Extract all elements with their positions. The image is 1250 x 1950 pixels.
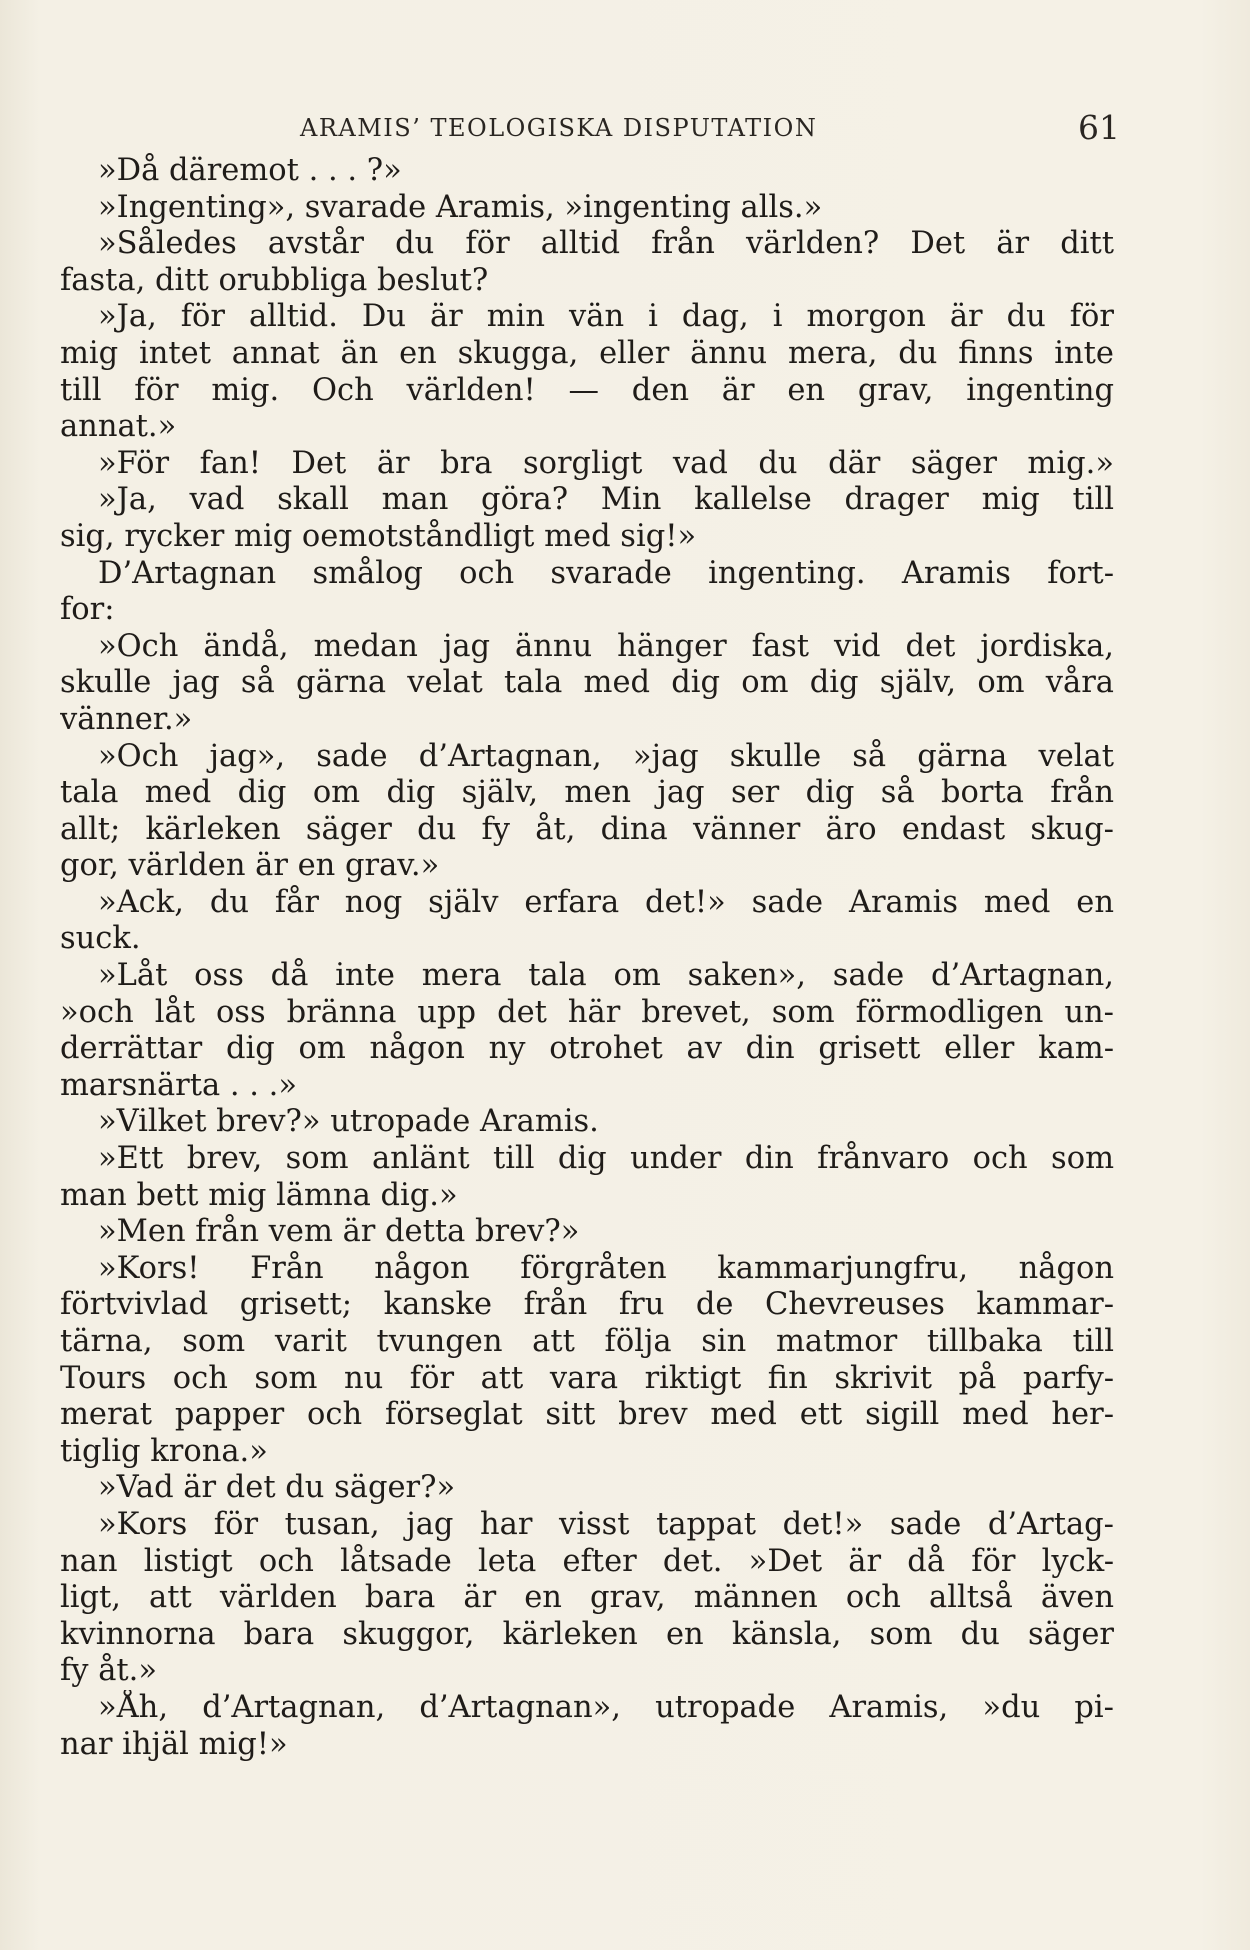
text-line: »Då däremot . . . ?» [98,153,402,188]
body-text [60,153,1114,1763]
text-line: tärna, som varit tvungen att följa sin matmor tillbaka till [60,1324,1114,1359]
text-line: skulle jag så gärna velat tala med dig om dig själv, om våra [60,665,1114,701]
text-line: derrättar dig om någon ny otrohet av din grisett eller kam- [60,1031,1114,1067]
page-number: 61 [1078,108,1120,147]
text-line: »Och jag», sade d’Artagnan, »jag skulle så gärna velat [98,738,1114,774]
text-line: till för mig. Och världen! — den är en grav, ingenting [60,372,1114,408]
text-line: mig intet annat än en skugga, eller ännu mera, du finns inte [60,335,1114,371]
text-line: man bett mig lämna dig.» [60,1177,458,1213]
text-line: »Ja, för alltid. Du är min vän i dag, i morgon är du för [98,299,1114,335]
text-line: »Kors för tusan, jag har visst tappat det!» sade d’Artag- [98,1506,1114,1542]
text-line: kvinnorna bara skuggor, kärleken en känsla, som du säger [60,1616,1114,1652]
text-line: »Låt oss då inte mera tala om saken», sade d’Artagnan, [98,958,1114,994]
text-line: nan listigt och låtsade leta efter det. »Det är då för lyck- [60,1543,1114,1579]
text-line: allt; kärleken säger du fy åt, dina vänner äro endast skug- [60,811,1114,847]
text-line: »För fan! Det är bra sorgligt vad du där säger mig.» [98,445,1114,481]
text-line: suck. [60,921,141,957]
text-line: for: [60,592,115,628]
page-header [0,108,1250,148]
text-line: ligt, att världen bara är en grav, männen och alltså även [60,1580,1114,1616]
text-line: »Och ändå, medan jag ännu hänger fast vid det jordiska, [98,628,1114,664]
text-line: D’Artagnan smålog och svarade ingenting. Aramis fort- [98,555,1114,591]
text-line: »Ack, du får nog själv erfara det!» sade Aramis med en [98,884,1114,920]
text-line: »Kors! Från någon förgråten kammarjungfru, någon [98,1250,1114,1286]
text-line: »Vad är det du säger?» [98,1470,456,1506]
text-line: gor, världen är en grav.» [60,848,440,884]
text-line: förtvivlad grisett; kanske från fru de Chevreuses kammar- [60,1287,1114,1323]
text-line: »Vilket brev?» utropade Aramis. [98,1104,599,1140]
text-line: sig, rycker mig oemotståndligt med sig!» [60,518,697,554]
text-line: tala med dig om dig själv, men jag ser dig så borta från [60,775,1114,811]
text-line: marsnärta . . .» [60,1067,298,1103]
text-line: »Åh, d’Artagnan, d’Artagnan», utropade Aramis, »du pi- [98,1689,1114,1725]
text-line: nar ihjäl mig!» [60,1726,288,1762]
text-line: »Ingenting», svarade Aramis, »ingenting alls.» [98,189,823,225]
text-line: fy åt.» [60,1653,158,1689]
text-line: »Ett brev, som anlänt till dig under din frånvaro och som [98,1141,1114,1177]
text-line: annat.» [60,409,177,445]
text-line: »och låt oss bränna upp det här brevet, som förmodligen un- [60,994,1114,1030]
text-line: merat papper och förseglat sitt brev med ett sigill med her- [60,1397,1114,1433]
text-line: Tours och som nu för att vara riktigt fin skrivit på parfy- [60,1360,1114,1396]
text-line: tiglig krona.» [60,1433,268,1469]
text-line: »Således avstår du för alltid från världen? Det är ditt [98,226,1114,262]
running-title: ARAMIS’ TEOLOGISKA DISPUTATION [300,114,818,142]
text-line: fasta, ditt orubbliga beslut? [60,262,489,298]
text-line: »Men från vem är detta brev?» [98,1214,580,1250]
text-line: »Ja, vad skall man göra? Min kallelse drager mig till [98,482,1114,518]
text-line: vänner.» [60,701,193,737]
